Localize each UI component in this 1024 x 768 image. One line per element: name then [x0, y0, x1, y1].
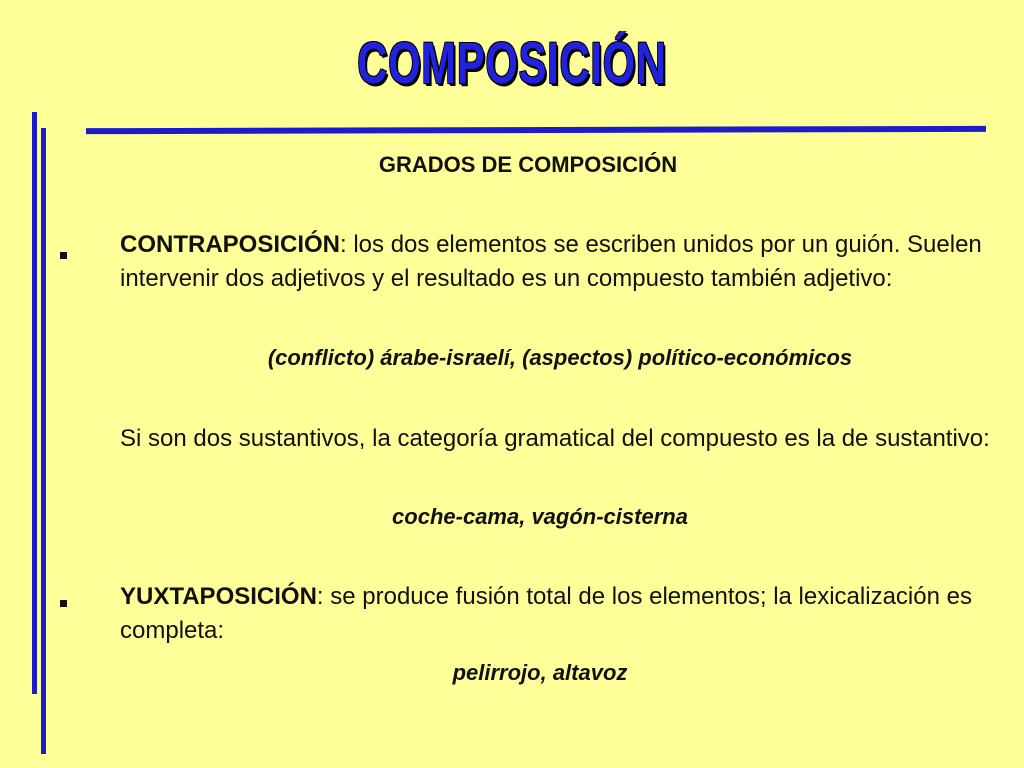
slide-title: COMPOSICIÓN: [357, 31, 667, 96]
paragraph-contraposicion: [120, 228, 1000, 296]
term-contraposicion: CONTRAPOSICIÓN: [120, 231, 341, 258]
definition-sustantivos: Si son dos sustantivos, la categoría gramatical del compuesto es la de sustantivo:: [120, 425, 990, 452]
example-sustantivos: coche-cama, vagón-cisterna: [392, 504, 688, 529]
left-decorative-bar: [32, 112, 37, 694]
paragraph-sustantivos: [120, 422, 990, 456]
bullet-icon: [60, 600, 67, 607]
definition-yuxtaposicion: : se produce fusión total de los elementos; la lexicalización es completa:: [120, 583, 972, 644]
example-contraposicion: (conflicto) árabe-israelí, (aspectos) político-económicos: [267, 345, 853, 370]
paragraph-yuxtaposicion: [120, 580, 1000, 648]
title-underline-bar: [86, 126, 986, 134]
bullet-icon: [60, 252, 67, 259]
definition-contraposicion: : los dos elementos se escriben unidos por un guión. Suelen intervenir dos adjetivos y el resultado es un compuesto también adjetivo:: [120, 231, 982, 292]
slide-subtitle: GRADOS DE COMPOSICIÓN: [378, 152, 678, 177]
term-yuxtaposicion: YUXTAPOSICIÓN: [120, 583, 317, 610]
example-yuxtaposicion: pelirrojo, altavoz: [452, 660, 628, 685]
